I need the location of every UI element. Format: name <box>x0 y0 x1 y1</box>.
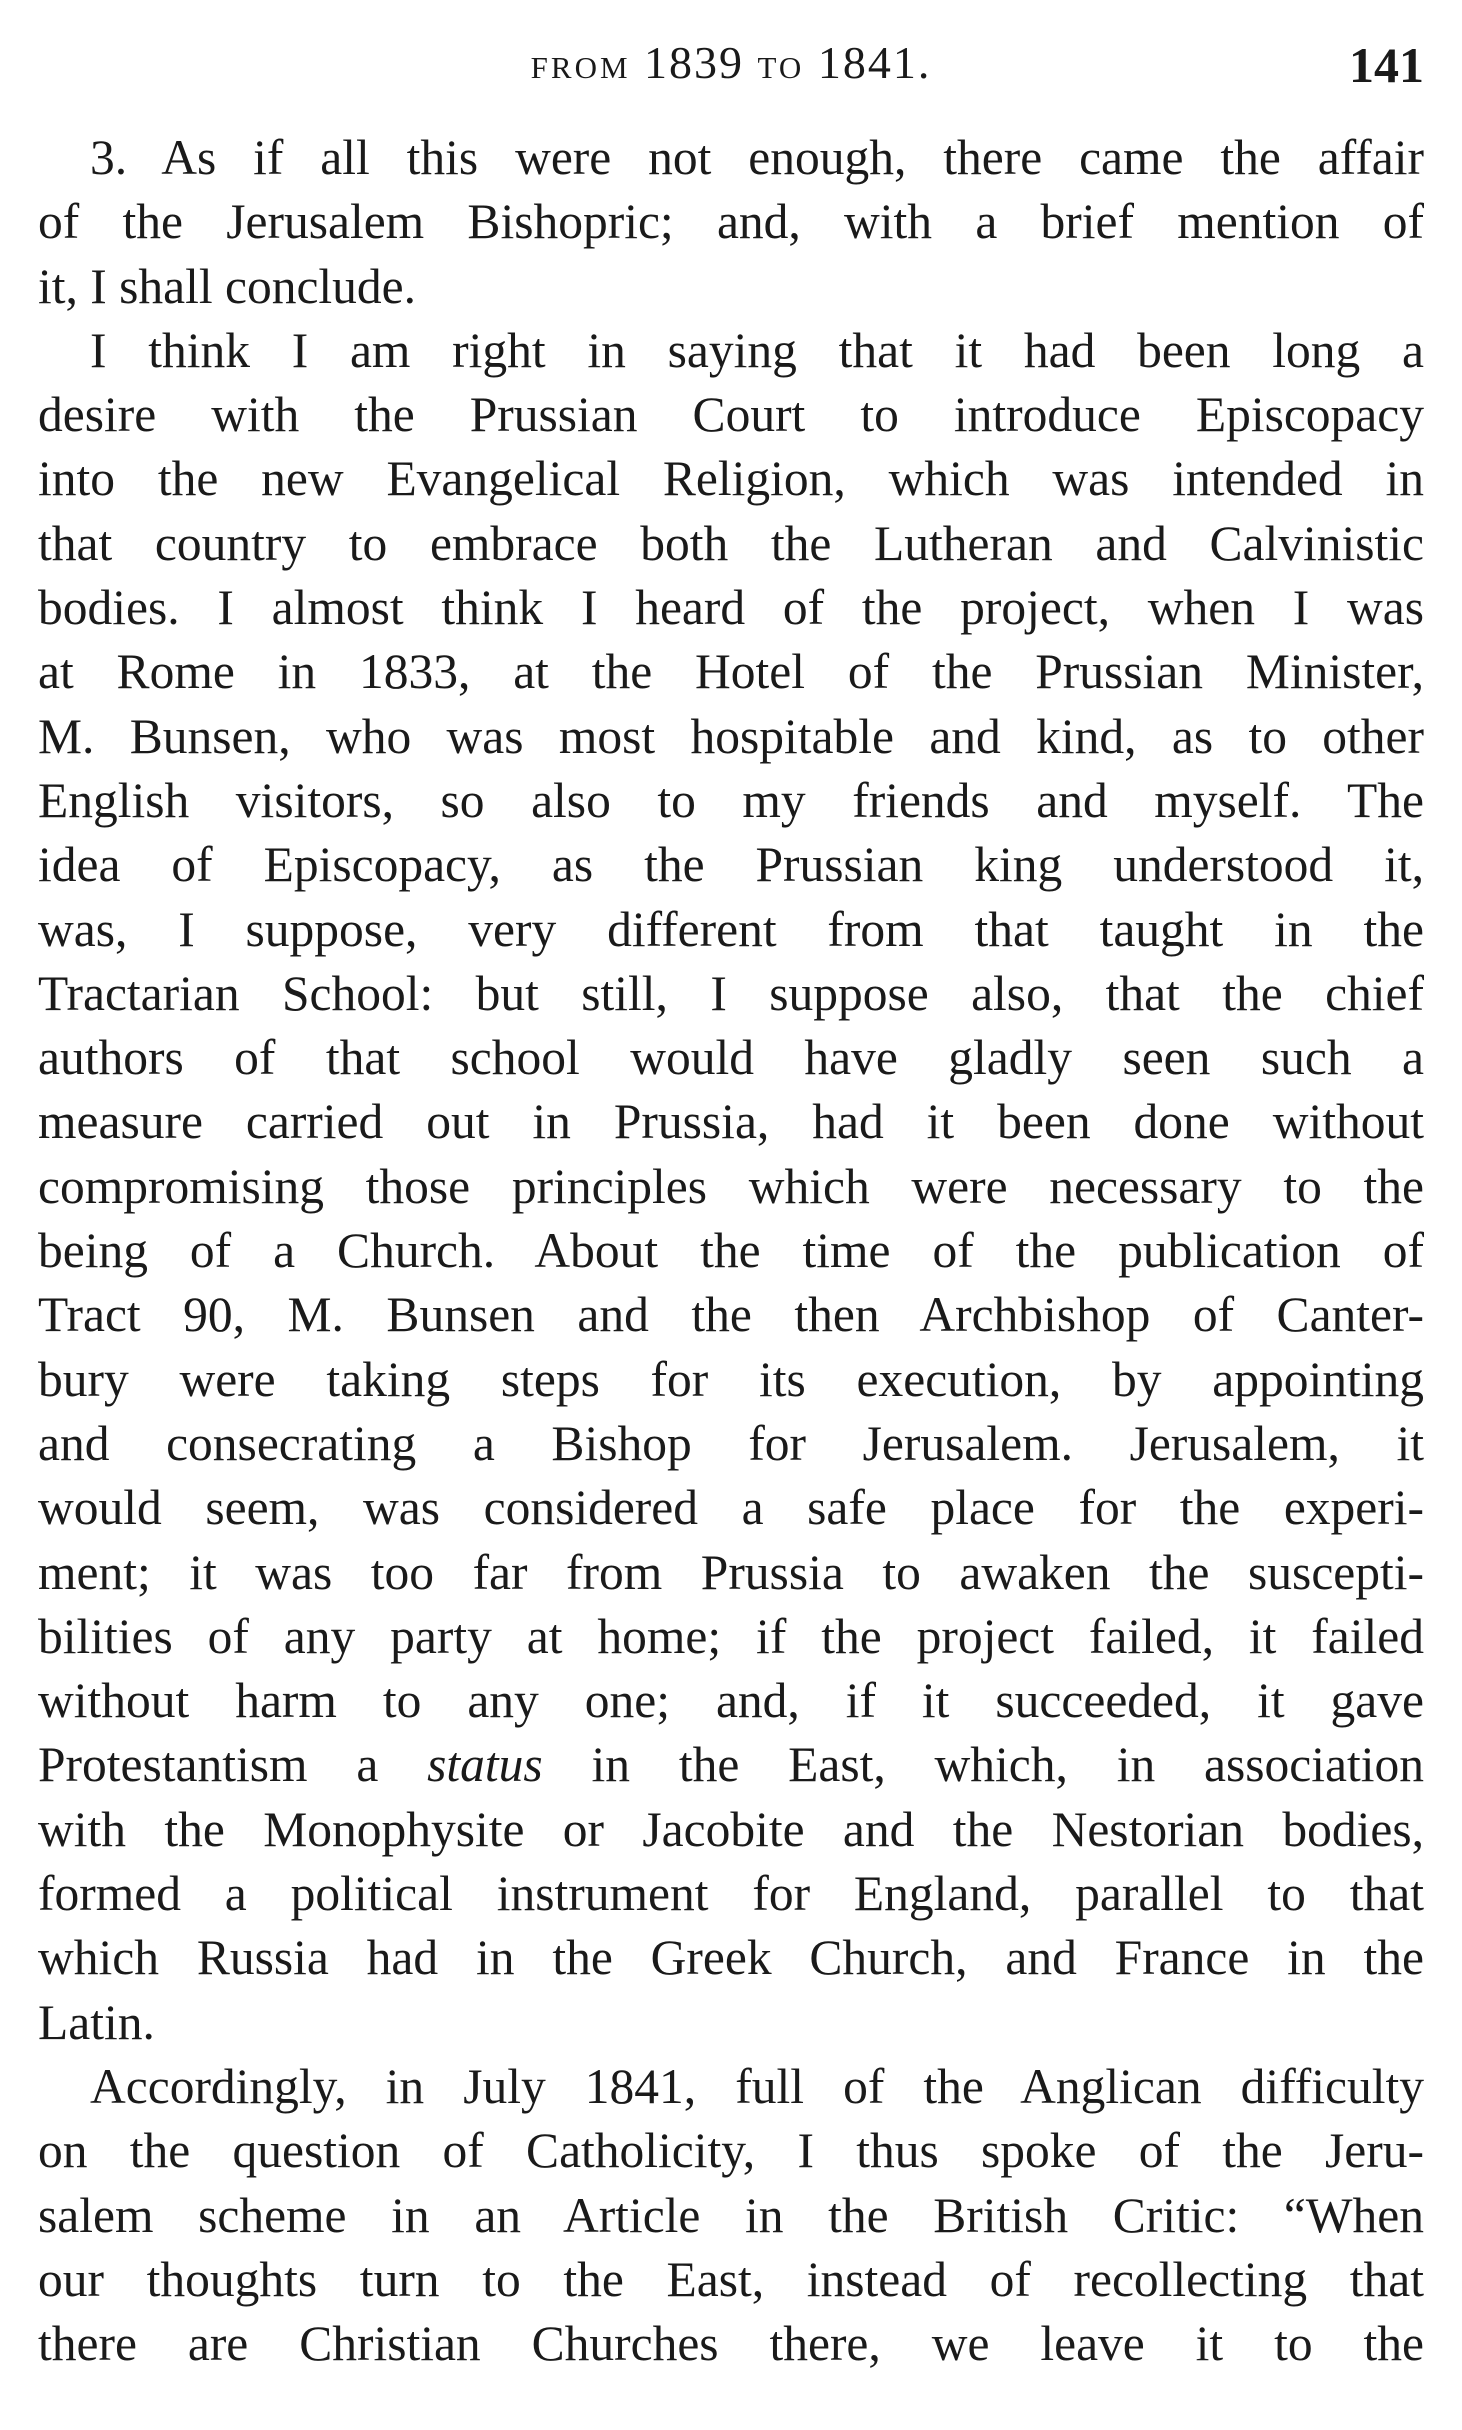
body-text <box>38 126 1424 2376</box>
text-line: desire with the Prussian Court to introduce Episcopacy <box>38 387 1424 443</box>
text-line: would seem, was considered a safe place for the experi- <box>38 1480 1424 1536</box>
running-title-to: TO <box>757 50 805 85</box>
text-line: measure carried out in Prussia, had it been done without <box>38 1094 1424 1150</box>
text-line: that country to embrace both the Lutheran and Calvinistic <box>38 515 1424 571</box>
text-line: being of a Church. About the time of the publication of <box>38 1223 1424 1279</box>
text-line: English visitors, so also to my friends and myself. The <box>38 772 1424 828</box>
text-line: it, I shall conclude. <box>38 258 417 314</box>
book-page <box>38 0 1424 2430</box>
text-line: compromising those principles which were necessary to the <box>38 1158 1424 1214</box>
text-line: Tract 90, M. Bunsen and the then Archbishop of Canter- <box>38 1287 1424 1343</box>
text-line: idea of Episcopacy, as the Prussian king understood it, <box>38 837 1424 893</box>
text-line: which Russia had in the Greek Church, and France in the <box>38 1930 1424 1986</box>
text-line: 3. As if all this were not enough, there came the affair <box>90 130 1424 185</box>
running-title-year-end: 1841. <box>817 37 932 88</box>
text-line: at Rome in 1833, at the Hotel of the Prussian Minister, <box>38 644 1424 700</box>
text-line: authors of that school would have gladly seen such a <box>38 1030 1424 1086</box>
text-line: Tractarian School: but still, I suppose also, that the chief <box>38 965 1424 1021</box>
text-line: ment; it was too far from Prussia to awaken the suscepti- <box>38 1544 1424 1600</box>
text-line: bury were taking steps for its execution, by appointing <box>38 1351 1424 1407</box>
text-line: I think I am right in saying that it had been long a <box>90 322 1424 378</box>
text-line: our thoughts turn to the East, instead of recollecting that <box>38 2251 1424 2307</box>
text-line: of the Jerusalem Bishopric; and, with a brief mention of <box>38 194 1424 250</box>
text-line: M. Bunsen, who was most hospitable and kind, as to other <box>38 708 1424 764</box>
text-segment: Protestantism a <box>38 1737 428 1793</box>
text-line: there are Christian Churches there, we leave it to the <box>38 2316 1424 2372</box>
page-header <box>38 36 1424 100</box>
italic-word: status <box>427 1737 543 1793</box>
text-line: Latin. <box>38 1994 155 2050</box>
text-line: and consecrating a Bishop for Jerusalem. Jerusalem, it <box>38 1415 1424 1471</box>
running-title-year-start: 1839 <box>644 37 745 88</box>
text-line: salem scheme in an Article in the British Critic: “When <box>38 2187 1424 2243</box>
text-line: bilities of any party at home; if the project failed, it failed <box>38 1608 1424 1664</box>
text-line: formed a political instrument for England, parallel to that <box>38 1866 1424 1922</box>
text-line: without harm to any one; and, if it succeeded, it gave <box>38 1673 1424 1729</box>
text-line: into the new Evangelical Religion, which was intended in <box>38 451 1424 507</box>
text-line: with the Monophysite or Jacobite and the Nestorian bodies, <box>38 1801 1424 1857</box>
page-number: 141 <box>1349 37 1424 93</box>
text-line: on the question of Catholicity, I thus spoke of the Jeru- <box>38 2123 1424 2179</box>
text-segment: in the East, which, in association <box>542 1737 1424 1793</box>
text-line: Accordingly, in July 1841, full of the Anglican difficulty <box>90 2058 1424 2114</box>
running-title <box>38 36 1424 89</box>
text-line-with-italic <box>38 1733 1424 1797</box>
text-line: was, I suppose, very different from that taught in the <box>38 901 1424 957</box>
text-line: bodies. I almost think I heard of the project, when I was <box>38 580 1424 636</box>
running-title-from: FROM <box>530 50 631 85</box>
